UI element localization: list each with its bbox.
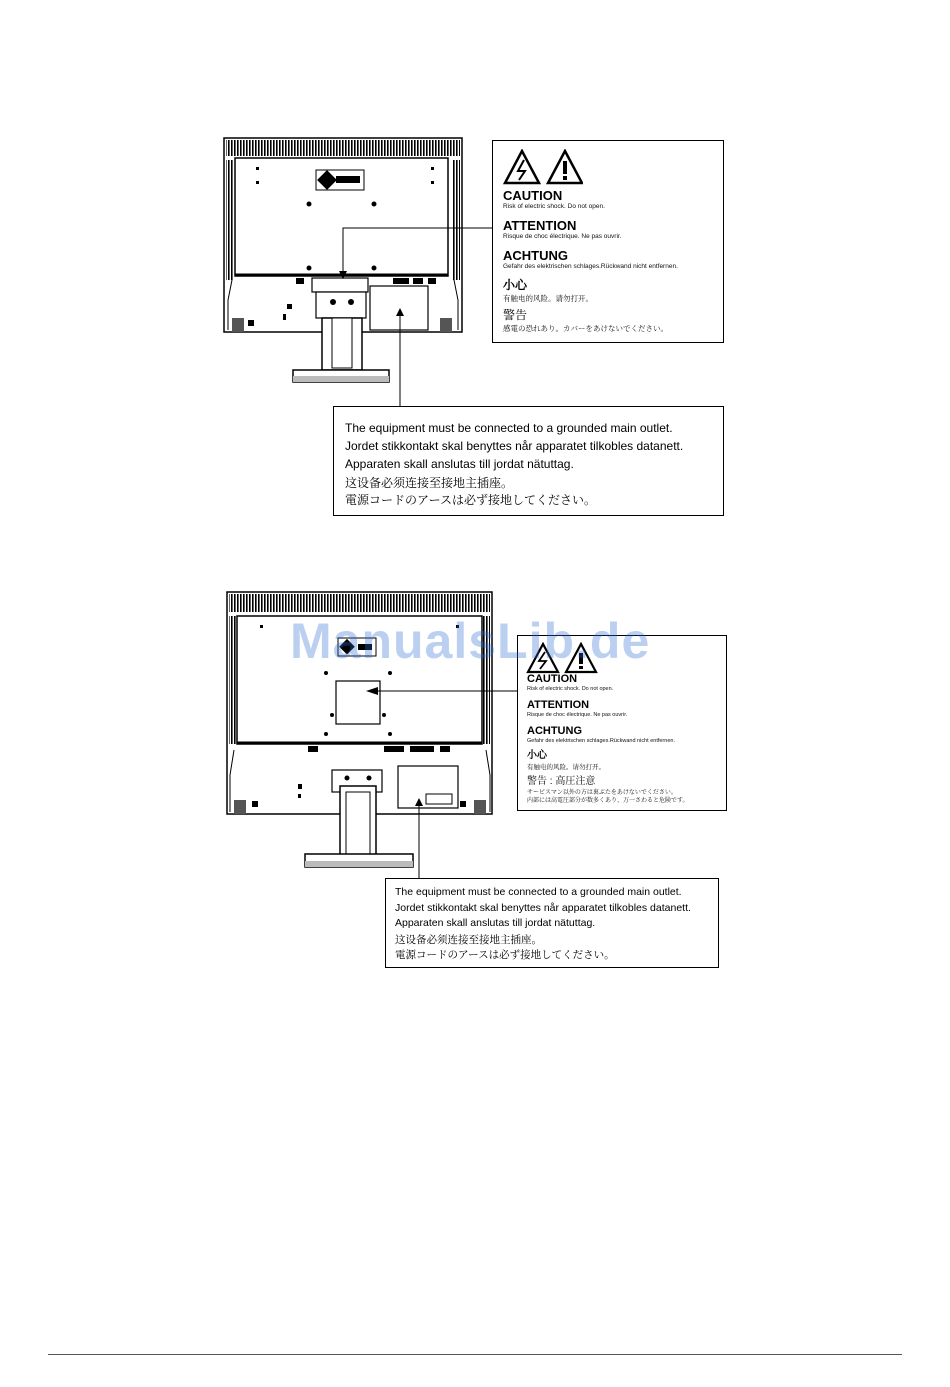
achtung-text: Gefahr des elektrischen schlages.Rückwand nicht entfernen. bbox=[503, 263, 678, 270]
xiaoxin-title: 小心 bbox=[503, 278, 528, 292]
watermark-text: ManualsLib.de bbox=[290, 613, 651, 669]
grounding-line-ja: 電源コードのアースは必ず接地してください。 bbox=[345, 493, 597, 507]
keikoku-text: 感電の恐れあり。カバーをあけないでください。 bbox=[503, 324, 668, 333]
grounding-line-no: Jordet stikkontakt skal benyttes når apparatet tilkobles datanett. bbox=[395, 902, 691, 914]
grounding-line-zh: 这设备必须连接至接地主插座。 bbox=[345, 476, 514, 490]
keikoku-text-a: サービスマン以外の方は裏ぶたをあけないでください。 bbox=[527, 790, 677, 796]
grounding-line-sv: Apparaten skall anslutas till jordat nätuttag. bbox=[345, 457, 574, 471]
grounding-line-no: Jordet stikkontakt skal benyttes når apparatet tilkobles datanett. bbox=[345, 439, 684, 453]
attention-title: ATTENTION bbox=[503, 218, 577, 233]
xiaoxin-text: 有触电的风险。请勿打开。 bbox=[527, 764, 605, 771]
xiaoxin-title: 小心 bbox=[527, 750, 547, 761]
achtung-title: ACHTUNG bbox=[503, 248, 568, 263]
achtung-text: Gefahr des elektrischen schlages.Rückwand nicht entfernen. bbox=[527, 738, 675, 744]
attention-text: Risque de choc électrique. Ne pas ouvrir. bbox=[527, 712, 628, 718]
grounding-line-en: The equipment must be connected to a grounded main outlet. bbox=[395, 886, 682, 898]
keikoku-title: 警告 bbox=[503, 308, 528, 322]
grounding-line-en: The equipment must be connected to a grounded main outlet. bbox=[345, 421, 673, 435]
achtung-title: ACHTUNG bbox=[527, 725, 582, 737]
caution-text: Risk of electric shock. Do not open. bbox=[503, 203, 605, 210]
keikoku-title: 警告 : 高圧注意 bbox=[527, 776, 596, 787]
figure2-grounding-label bbox=[385, 878, 719, 968]
attention-title: ATTENTION bbox=[527, 699, 590, 711]
attention-text: Risque de choc électrique. Ne pas ouvrir. bbox=[503, 233, 622, 240]
grounding-line-ja: 電源コードのアースは必ず接地してください。 bbox=[395, 949, 615, 961]
caution-title: CAUTION bbox=[527, 673, 578, 685]
grounding-line-zh: 这设备必须连接至接地主插座。 bbox=[395, 934, 542, 946]
grounding-line-sv: Apparaten skall anslutas till jordat nätuttag. bbox=[395, 917, 596, 929]
caution-text: Risk of electric shock. Do not open. bbox=[527, 686, 614, 692]
xiaoxin-text: 有触电的风险。请勿打开。 bbox=[503, 294, 593, 303]
caution-title: CAUTION bbox=[503, 188, 563, 203]
footer-divider bbox=[48, 1354, 902, 1355]
keikoku-text-b: 内部には高電圧部分が数多くあり、万一さわると危険です。 bbox=[527, 798, 689, 804]
